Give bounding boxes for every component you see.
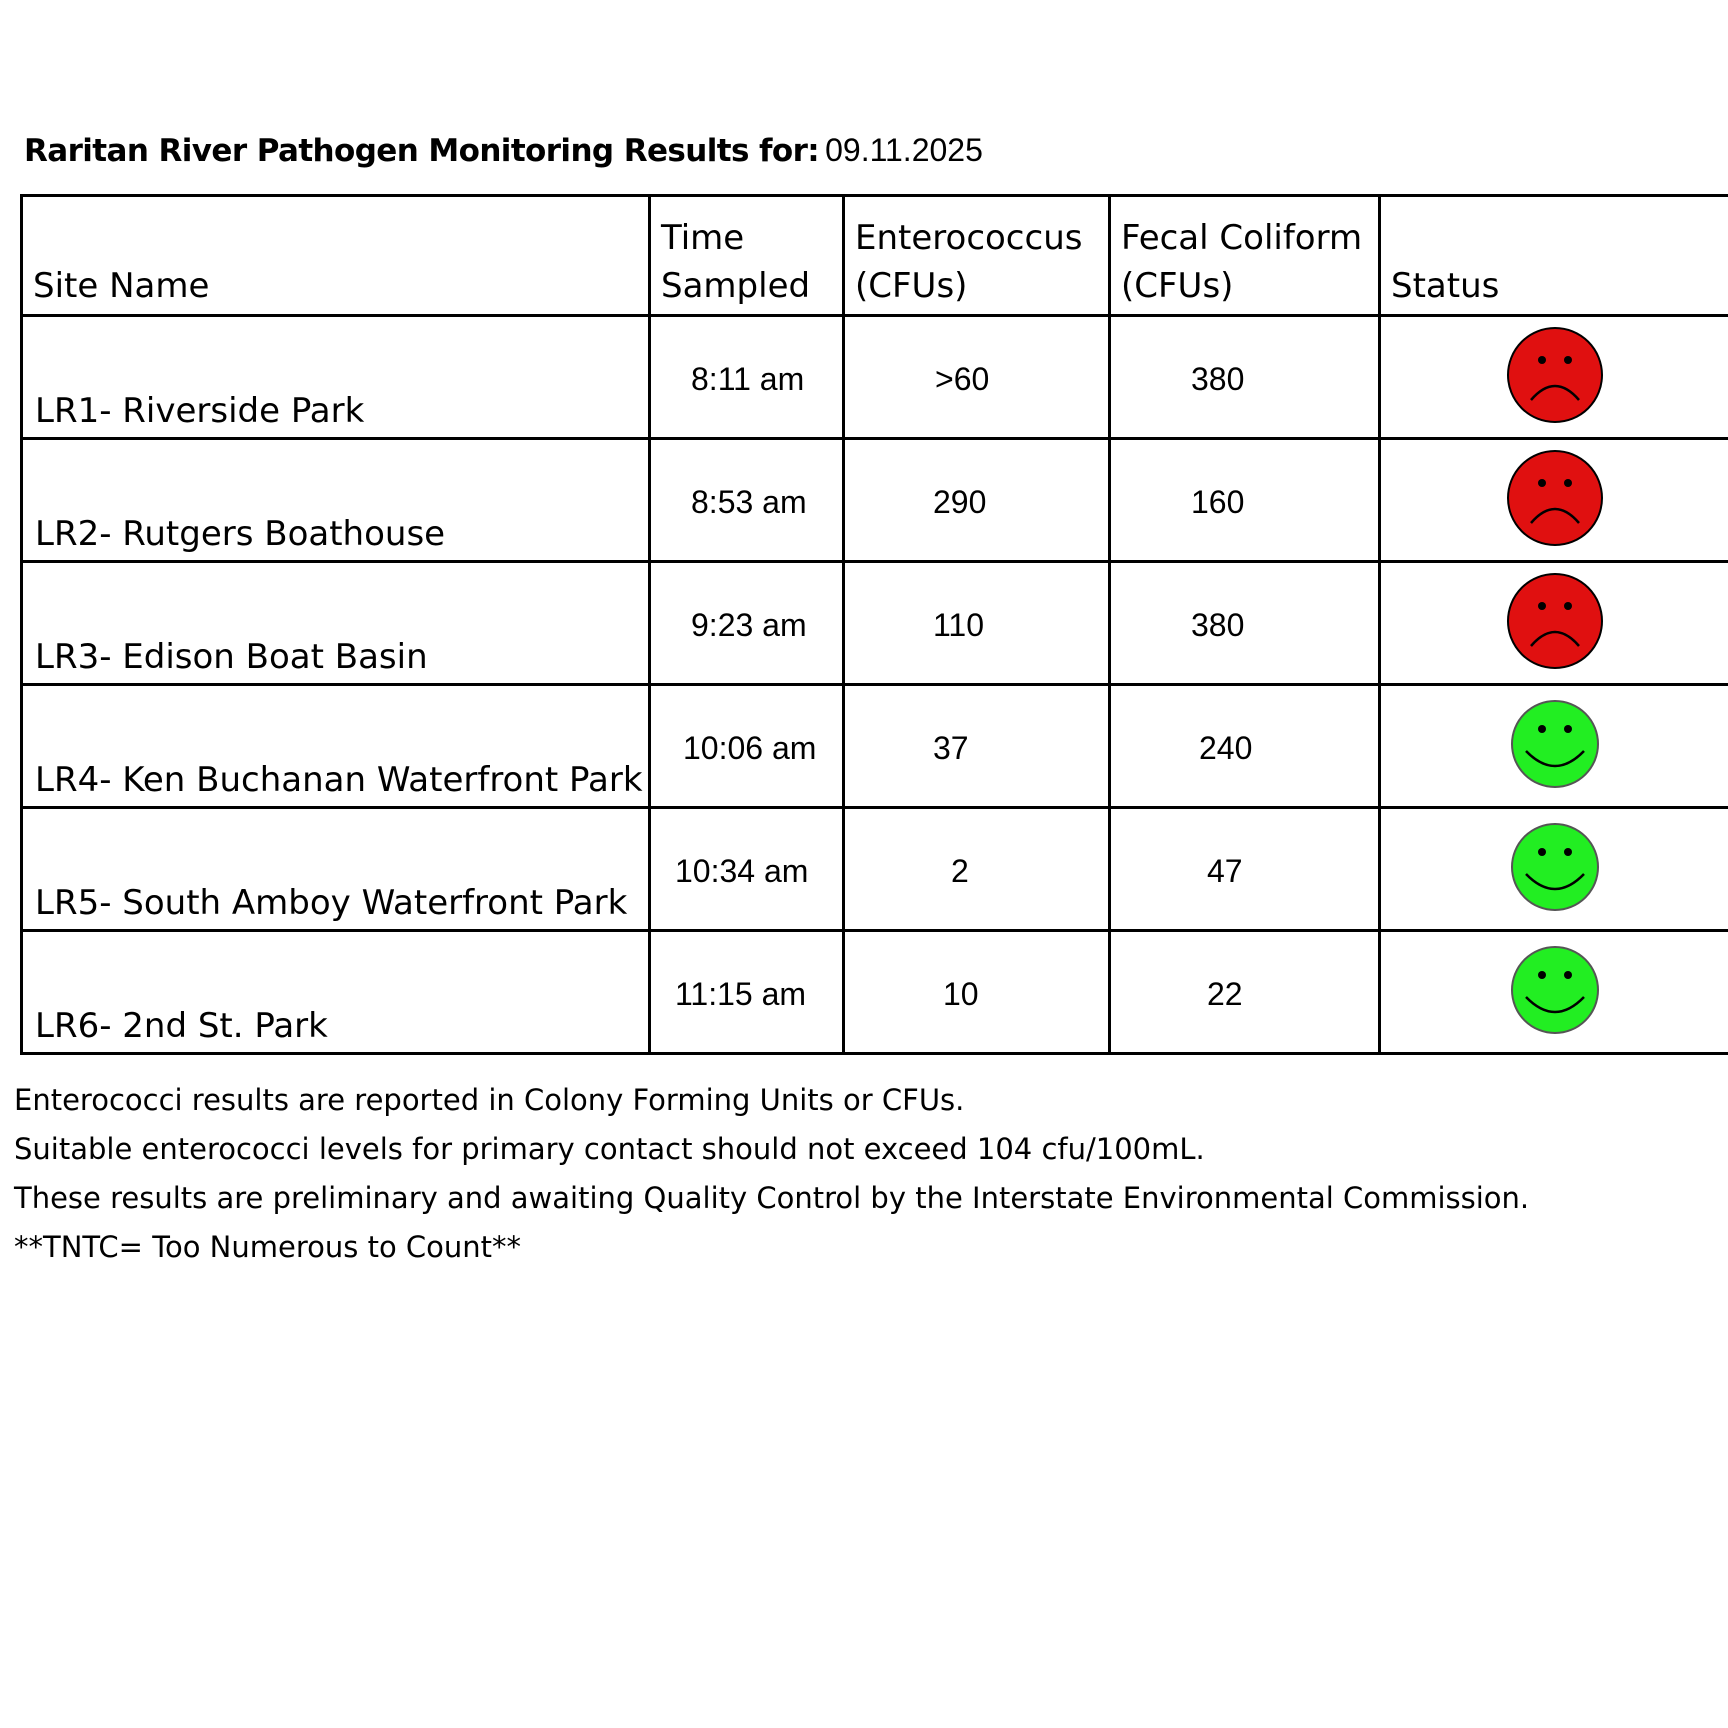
fecal-coliform-value: 380 — [1191, 607, 1245, 643]
footnotes — [14, 1076, 1529, 1272]
enterococcus-value: 110 — [933, 607, 985, 643]
time-sampled: 11:15 am — [675, 976, 807, 1012]
fecal-coliform-value: 240 — [1199, 730, 1253, 766]
header-site: Site Name — [22, 196, 650, 316]
enterococcus-value: 37 — [933, 730, 969, 766]
note-limit: Suitable enterococci levels for primary contact should not exceed 104 cfu/100mL. — [14, 1132, 1205, 1166]
sad-face-icon — [1506, 572, 1604, 674]
header-enterococcus: Enterococcus (CFUs) — [844, 196, 1110, 316]
header-row — [22, 196, 1728, 316]
time-sampled: 9:23 am — [691, 607, 807, 643]
note-preliminary: These results are preliminary and awaiting Quality Control by the Interstate Environmental Commission. — [14, 1181, 1530, 1215]
table-row — [22, 808, 1728, 931]
site-name: LR4- Ken Buchanan Waterfront Park — [35, 760, 643, 800]
sad-face-icon — [1506, 326, 1604, 428]
table-row — [22, 316, 1728, 439]
site-name: LR1- Riverside Park — [35, 391, 365, 431]
time-sampled: 8:53 am — [691, 484, 807, 520]
table-row — [22, 931, 1728, 1054]
page-title — [24, 132, 983, 169]
enterococcus-value: 2 — [951, 853, 969, 889]
note-cfu: Enterococci results are reported in Colony Forming Units or CFUs. — [14, 1083, 965, 1117]
table-row — [22, 562, 1728, 685]
time-sampled: 10:34 am — [675, 853, 809, 889]
title-date: 09.11.2025 — [825, 132, 983, 168]
enterococcus-value: >60 — [935, 361, 990, 397]
time-sampled: 10:06 am — [683, 730, 817, 766]
site-name: LR5- South Amboy Waterfront Park — [35, 883, 628, 923]
site-name: LR6- 2nd St. Park — [35, 1006, 328, 1046]
table-row — [22, 439, 1728, 562]
enterococcus-value: 10 — [943, 976, 979, 1012]
fecal-coliform-value: 22 — [1207, 976, 1243, 1012]
results-table — [20, 194, 1728, 1055]
happy-face-icon — [1510, 699, 1600, 793]
note-tntc: **TNTC= Too Numerous to Count** — [14, 1230, 522, 1264]
title-lead: Raritan River Pathogen Monitoring Results for: — [24, 133, 820, 169]
enterococcus-value: 290 — [933, 484, 987, 520]
table-row — [22, 685, 1728, 808]
sad-face-icon — [1506, 449, 1604, 551]
site-name: LR3- Edison Boat Basin — [35, 637, 428, 677]
time-sampled: 8:11 am — [691, 361, 805, 397]
happy-face-icon — [1510, 945, 1600, 1039]
header-status: Status — [1380, 196, 1728, 316]
fecal-coliform-value: 47 — [1207, 853, 1243, 889]
fecal-coliform-value: 380 — [1191, 361, 1245, 397]
header-time: Time Sampled — [650, 196, 844, 316]
fecal-coliform-value: 160 — [1191, 484, 1245, 520]
site-name: LR2- Rutgers Boathouse — [35, 514, 446, 554]
header-fecal-coliform: Fecal Coliform (CFUs) — [1110, 196, 1380, 316]
happy-face-icon — [1510, 822, 1600, 916]
